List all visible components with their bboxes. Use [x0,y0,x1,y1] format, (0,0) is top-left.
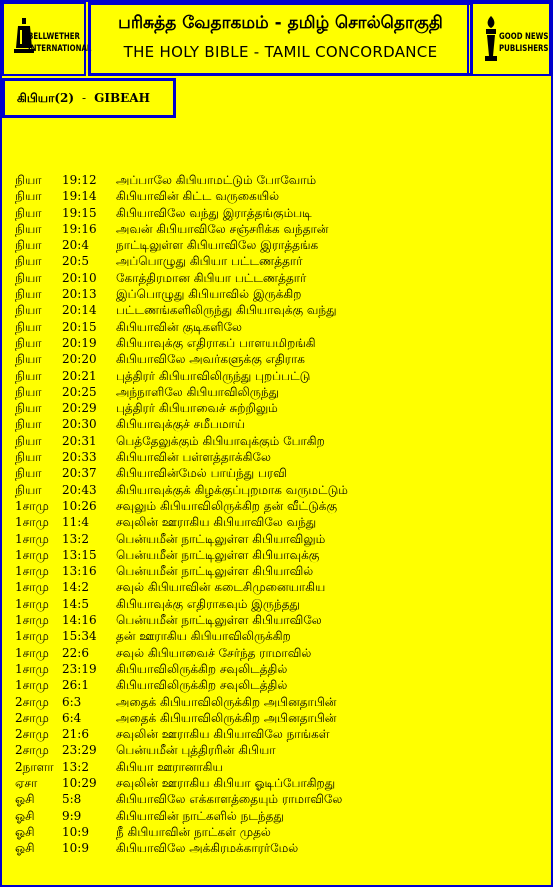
concordance-list [15,172,545,856]
entry-reference: 13:2 [62,759,89,774]
entry-book: நியா [15,352,42,367]
entry-book: நியா [15,254,42,269]
entry-text: கிபியாவுக்குக் கிழக்குப்புறமாக வருமட்டும் [116,482,348,497]
entry-reference: 10:9 [62,824,89,839]
entry-reference: 20:33 [62,450,97,465]
entry-reference: 20:5 [62,254,89,269]
title-english: THE HOLY BIBLE - TAMIL CONCORDANCE [123,43,438,61]
entry-reference: 20:37 [62,466,97,481]
entry-book: நியா [15,433,42,448]
bellwether-logo [2,2,92,76]
entry-reference: 19:14 [62,189,97,204]
entry-book: 1சாமு [15,613,49,628]
entry-reference: 23:29 [62,743,97,758]
entry-book: ஓசி [15,824,35,839]
logo-left-line2: INTERNATIONAL [28,44,92,54]
list-item [15,433,545,449]
entry-reference: 9:9 [62,808,82,823]
entry-book: நியா [15,189,42,204]
list-item [15,449,545,465]
entry-book: 1சாமு [15,629,49,644]
entry-text: கிபியாவுக்கு எதிராகப் பாளயமிறங்கி [116,335,316,350]
entry-book: ஓசி [15,792,35,807]
entry-book: நியா [15,270,42,285]
entry-book: நியா [15,287,42,302]
entry-text: நாட்டிலுள்ள கிபியாவிலே இராத்தங்க [116,238,319,253]
list-item [15,791,545,807]
entry-book: ஓசி [15,841,35,856]
entry-text: பெத்தேலுக்கும் கிபியாவுக்கும் போகிற [116,433,325,448]
list-item [15,270,545,286]
entry-book: 1சாமு [15,547,49,562]
entry-reference: 20:19 [62,335,97,350]
entry-text: அப்பொழுது கிபியா பட்டணத்தார் [116,254,303,269]
list-item [15,482,545,498]
entry-text: சவுலின் ஊராகிய கிபியாவிலே நாங்கள் [116,727,330,742]
entry-book: 1சாமு [15,661,49,676]
entry-book: நியா [15,417,42,432]
entry-text: கிபியாவின்மேல் பாய்ந்து பரவி [116,466,287,481]
entry-book: 1சாமு [15,678,49,693]
entry-text: நீ கிபியாவின் நாட்கள் முதல் [116,824,271,839]
entry-book: 1சாமு [15,564,49,579]
entry-reference: 19:15 [62,205,97,220]
entry-text: அந்நாளிலே கிபியாவிலிருந்து [116,384,280,399]
entry-text: புத்திரர் கிபியாவைச் சுற்றிலும் [116,401,278,416]
list-item [15,205,545,221]
entry-reference: 13:2 [62,531,89,546]
list-item [15,726,545,742]
entry-reference: 6:3 [62,694,82,709]
entry-text: கிபியாவுக்குச் சமீபமாய் [116,417,246,432]
entry-book: 2சாமு [15,743,49,758]
entry-book: 1சாமு [15,596,49,611]
entry-reference: 26:1 [62,678,89,693]
list-item [15,775,545,791]
entry-book: 1சாமு [15,531,49,546]
entry-reference: 20:20 [62,352,97,367]
entry-book: நியா [15,466,42,481]
entry-book: 1சாமு [15,580,49,595]
title-tamil: பரிசுத்த வேதாகமம் - தமிழ் சொல்தொகுதி [118,13,443,33]
entry-book: நியா [15,205,42,220]
entry-book: நியா [15,335,42,350]
entry-reference: 20:4 [62,238,89,253]
entry-book: 2சாமு [15,710,49,725]
entry-text: இப்பொழுது கிபியாவில் இருக்கிற [116,287,302,302]
list-item [15,808,545,824]
list-item [15,759,545,775]
entry-reference: 20:13 [62,287,97,302]
entry-text: கிபியாவுக்கு எதிராகவும் இருந்தது [116,596,300,611]
entry-text: அப்பாலே கிபியாமட்டும் போவோம் [116,173,317,187]
list-item [15,302,545,318]
list-item [15,335,545,351]
entry-text: கிபியா ஊரானாகிய [116,759,223,774]
entry-text: கிபியாவிலே எக்காளத்தையும் ராமாவிலே [116,792,343,807]
entry-reference: 20:14 [62,303,97,318]
entry-reference: 20:25 [62,384,97,399]
entry-text: கிபியாவின் கிட்ட வருகையில் [116,189,280,204]
list-item [15,286,545,302]
list-item [15,188,545,204]
entry-book: நியா [15,368,42,383]
entry-book: நியா [15,401,42,416]
list-item [15,400,545,416]
list-item [15,824,545,840]
list-item [15,172,545,188]
list-item [15,579,545,595]
entry-reference: 14:16 [62,613,97,628]
entry-reference: 19:16 [62,221,97,236]
entry-reference: 14:5 [62,596,89,611]
list-item [15,237,545,253]
list-item [15,253,545,269]
entry-book: நியா [15,482,42,497]
entry-text: புத்திரர் கிபியாவிலிருந்து புறப்பட்டு [116,368,311,383]
entry-book: 2நாளா [15,759,54,774]
title-banner [88,2,473,76]
list-item [15,384,545,400]
entry-reference: 13:15 [62,547,97,562]
entry-text: பென்யமீன் புத்திரரின் கிபியா [116,743,276,758]
entry-reference: 20:43 [62,482,97,497]
entry-reference: 22:6 [62,645,89,660]
list-item [15,661,545,677]
entry-text: கிபியாவின் குடிகளிலே [116,319,243,334]
entry-text: பென்யமீன் நாட்டிலுள்ள கிபியாவுக்கு [116,547,320,562]
list-item [15,628,545,644]
entry-text: கிபியாவிலிருக்கிற சவுலிடத்தில் [116,678,288,693]
entry-book: நியா [15,319,42,334]
entry-book: ஓசி [15,808,35,823]
entry-reference: 20:29 [62,401,97,416]
entry-book: நியா [15,303,42,318]
entry-text: கிபியாவிலிருக்கிற சவுலிடத்தில் [116,661,288,676]
entry-reference: 15:34 [62,629,97,644]
entry-reference: 10:9 [62,841,89,856]
entry-reference: 20:30 [62,417,97,432]
entry-book: 2சாமு [15,694,49,709]
entry-text: பென்யமீன் நாட்டிலுள்ள கிபியாவிலும் [116,531,326,546]
list-item [15,416,545,432]
list-item [15,547,545,563]
entry-text: கிபியாவின் பள்ளத்தாக்கிலே [116,450,271,465]
list-item [15,531,545,547]
list-item [15,612,545,628]
entry-text: அவன் கிபியாவிலே சஞ்சரிக்க வந்தான் [116,221,329,236]
entry-book: நியா [15,221,42,236]
entry-reference: 10:26 [62,498,97,513]
entry-text: தன் ஊராகிய கிபியாவிலிருக்கிற [116,629,291,644]
entry-text: அதைக் கிபியாவிலிருக்கிற அபினதாபின் [116,710,337,725]
list-item [15,596,545,612]
entry-text: கிபியாவிலே அவர்களுக்கு எதிராக [116,352,305,367]
entry-text: சவுல் கிபியாவின் கடைசிமுனையாகிய [116,580,326,595]
entry-text: சவுலின் ஊராகிய கிபியா ஓடிப்போகிறது [116,775,336,790]
entry-reference: 6:4 [62,710,82,725]
entry-text: சவுல் கிபியாவைச் சேர்ந்த ராமாவில் [116,645,312,660]
list-item [15,645,545,661]
entry-text: சவுலின் ஊராகிய கிபியாவிலே வந்து [116,515,317,530]
entry-text: கிபியாவிலே அக்கிரமக்காரர்மேல் [116,841,299,856]
entry-text: பென்யமீன் நாட்டிலுள்ள கிபியாவில் [116,564,314,579]
entry-reference: 20:21 [62,368,97,383]
entry-reference: 11:4 [62,515,89,530]
entry-reference: 20:31 [62,433,97,448]
entry-text: பென்யமீன் நாட்டிலுள்ள கிபியாவிலே [116,613,322,628]
list-item [15,514,545,530]
entry-reference: 5:8 [62,792,82,807]
list-item [15,710,545,726]
entry-text: கிபியாவிலே வந்து இராத்தங்கும்படி [116,205,312,220]
list-item [15,694,545,710]
list-item [15,677,545,693]
entry-book: நியா [15,450,42,465]
headword-tamil: கிபியா(2) [17,91,75,105]
goodnews-logo [467,2,551,76]
entry-text: சவுலும் கிபியாவிலிருக்கிற தன் வீட்டுக்கு [116,498,338,513]
entry-book: நியா [15,238,42,253]
entry-text: அதைக் கிபியாவிலிருக்கிற அபினதாபின் [116,694,337,709]
list-item [15,742,545,758]
entry-reference: 20:10 [62,270,97,285]
entry-book: ஏசா [15,775,38,790]
list-item [15,351,545,367]
logo-right-line1: GOOD NEWS [499,32,549,42]
entry-reference: 10:29 [62,775,97,790]
entry-book: 1சாமு [15,515,49,530]
entry-reference: 13:16 [62,564,97,579]
logo-left-line1: BELLWETHER [28,32,80,42]
entry-book: நியா [15,384,42,399]
torch-icon [483,16,499,62]
headword-separator: - [82,91,87,105]
entry-reference: 19:12 [62,173,97,187]
list-item [15,319,545,335]
entry-book: 2சாமு [15,727,49,742]
entry-reference: 23:19 [62,661,97,676]
list-item [15,840,545,856]
entry-text: கிபியாவின் நாட்களில் நடந்தது [116,808,284,823]
list-item [15,498,545,514]
headword-english: GIBEAH [94,91,150,105]
logo-right-line2: PUBLISHERS [499,44,549,54]
list-item [15,221,545,237]
list-item [15,563,545,579]
list-item [15,368,545,384]
entry-reference: 20:15 [62,319,97,334]
entry-book: 1சாமு [15,498,49,513]
entry-reference: 14:2 [62,580,89,595]
entry-text: பட்டணங்களிலிருந்து கிபியாவுக்கு வந்து [116,303,337,318]
entry-text: கோத்திரமான கிபியா பட்டணத்தார் [116,270,307,285]
entry-book: 1சாமு [15,645,49,660]
entry-book: நியா [15,173,42,187]
headword [2,78,176,118]
entry-reference: 21:6 [62,727,89,742]
list-item [15,465,545,481]
